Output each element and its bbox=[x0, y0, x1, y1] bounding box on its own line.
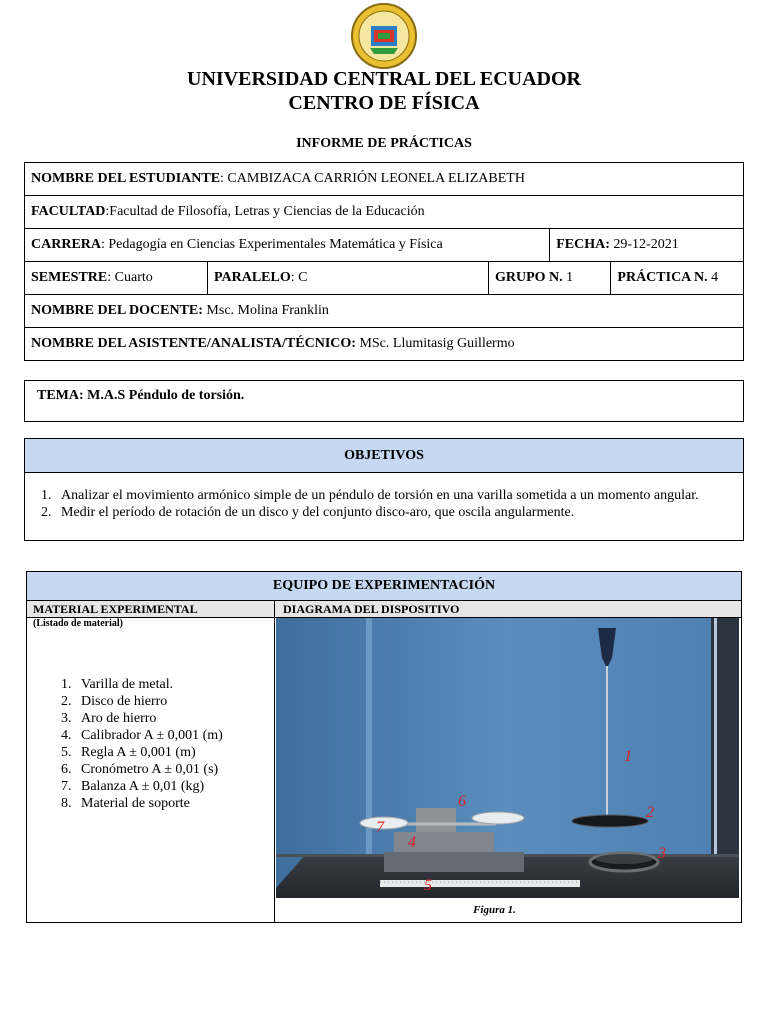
material-item: 2. Disco de hierro bbox=[75, 693, 223, 710]
topic-label: TEMA: M.A.S Péndulo de torsión. bbox=[37, 388, 245, 403]
career-cell: CARRERA: Pedagogía en Ciencias Experimentales Matemática y Física bbox=[25, 229, 550, 262]
objectives-title: OBJETIVOS bbox=[25, 439, 743, 473]
equipment-title: EQUIPO DE EXPERIMENTACIÓN bbox=[27, 572, 741, 601]
material-item: 4. Calibrador A ± 0,001 (m) bbox=[75, 727, 223, 744]
diagram-label-1: 1 bbox=[624, 748, 632, 765]
topic-box bbox=[24, 380, 744, 422]
material-header: MATERIAL EXPERIMENTAL bbox=[33, 602, 198, 616]
faculty-row: FACULTAD:Facultad de Filosofía, Letras y Ciencias de la Educación bbox=[25, 196, 744, 229]
material-item: 5. Regla A ± 0,001 (m) bbox=[75, 744, 223, 761]
material-item: 1. Varilla de metal. bbox=[75, 676, 223, 693]
objectives-box bbox=[24, 438, 744, 541]
teacher-row: NOMBRE DEL DOCENTE: Msc. Molina Franklin bbox=[25, 295, 744, 328]
column-divider bbox=[274, 601, 275, 923]
equipment-box bbox=[26, 571, 742, 923]
date-cell: FECHA: 29-12-2021 bbox=[550, 229, 744, 262]
material-list-note: (Listado de material) bbox=[33, 618, 123, 629]
diagram-label-4: 4 bbox=[408, 834, 416, 851]
center-name: CENTRO DE FÍSICA bbox=[288, 92, 480, 114]
material-item: 8. Material de soporte bbox=[75, 795, 223, 812]
university-name: UNIVERSIDAD CENTRAL DEL ECUADOR bbox=[187, 68, 581, 90]
diagram-label-3: 3 bbox=[658, 845, 666, 862]
diagram-label-6: 6 bbox=[458, 793, 466, 810]
diagram-header: DIAGRAMA DEL DISPOSITIVO bbox=[283, 602, 460, 616]
diagram-label-7: 7 bbox=[376, 819, 384, 836]
group-cell: GRUPO N. 1 bbox=[489, 262, 611, 295]
figure-caption: Figura 1. bbox=[473, 904, 516, 916]
objective-item: 1. Analizar el movimiento armónico simple de un péndulo de torsión en una varilla sometida a un momento angular. bbox=[55, 487, 743, 504]
material-item: 6. Cronómetro A ± 0,01 (s) bbox=[75, 761, 223, 778]
assistant-row: NOMBRE DEL ASISTENTE/ANALISTA/TÉCNICO: MSc. Llumitasig Guillermo bbox=[25, 328, 744, 361]
material-item: 3. Aro de hierro bbox=[75, 710, 223, 727]
student-row: NOMBRE DEL ESTUDIANTE: CAMBIZACA CARRIÓN LEONELA ELIZABETH bbox=[25, 163, 744, 196]
report-title: INFORME DE PRÁCTICAS bbox=[296, 136, 472, 151]
semester-cell: SEMESTRE: Cuarto bbox=[25, 262, 208, 295]
material-item: 7. Balanza A ± 0,01 (kg) bbox=[75, 778, 223, 795]
objective-item: 2. Medir el período de rotación de un disco y del conjunto disco-aro, que oscila angularmente. bbox=[55, 504, 743, 521]
practice-cell: PRÁCTICA N. 4 bbox=[611, 262, 744, 295]
student-info-table bbox=[24, 162, 744, 361]
diagram-label-2: 2 bbox=[646, 804, 654, 821]
parallel-cell: PARALELO: C bbox=[208, 262, 489, 295]
university-seal bbox=[350, 2, 418, 70]
equipment-subheader bbox=[27, 601, 741, 618]
torsion-pendulum-diagram bbox=[276, 618, 739, 898]
materials-list bbox=[51, 676, 223, 812]
diagram-label-5: 5 bbox=[424, 877, 432, 894]
objectives-list bbox=[25, 487, 743, 521]
